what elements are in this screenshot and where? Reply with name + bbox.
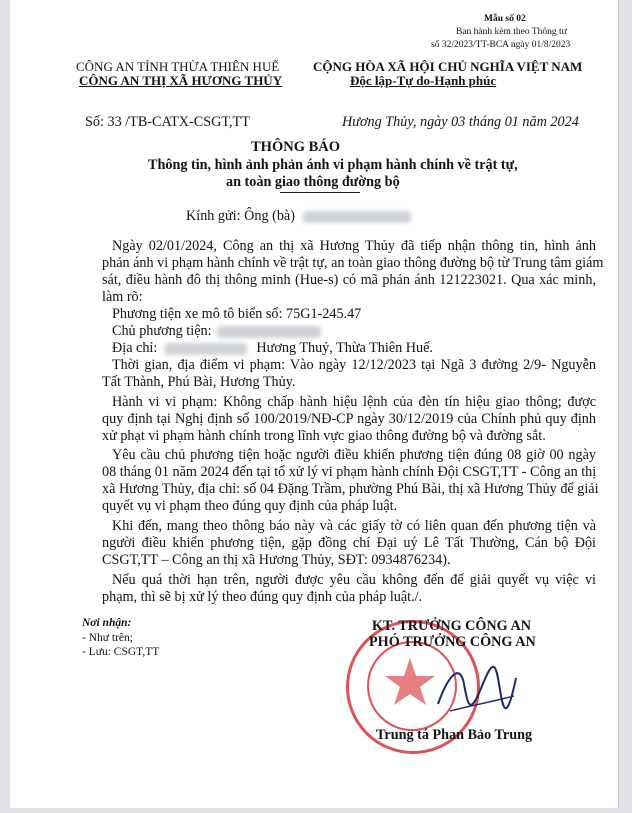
redacted-owner xyxy=(217,326,321,338)
body-line: người điều khiển phương tiện, gặp đồng chí Đại uý Lê Tất Thường, Cán bộ Đội xyxy=(102,535,596,551)
body-line: xử phạt vi phạm hành chính trong lĩnh vực giao thông đường bộ và đường sắt. xyxy=(102,428,546,444)
owner-label: Chủ phương tiện: xyxy=(112,323,212,339)
signature-title-1: KT. TRƯỞNG CÔNG AN xyxy=(372,618,531,634)
notice-subtitle-1: Thông tin, hình ảnh phản ánh vi phạm hành chính về trật tự, xyxy=(148,157,518,173)
body-line: quyết vụ vi phạm theo đúng quy định của pháp luật. xyxy=(102,498,398,514)
addressee xyxy=(186,208,411,225)
body-line: xã Hương Thủy, địa chỉ: số 04 Đặng Trầm, phường Phú Bài, thị xã Hương Thủy để giải xyxy=(102,481,599,497)
body-line: sát, điều hành đô thị thông minh (Hue-s) có mã phản ánh 121223021. Qua xác minh, xyxy=(102,272,596,288)
agency-top: CÔNG AN TỈNH THỪA THIÊN HUẾ xyxy=(76,59,280,74)
body-line: Hành vi vi phạm: Không chấp hành hiệu lệnh của đèn tín hiệu giao thông; được xyxy=(112,394,596,410)
body-line: Yêu cầu chủ phương tiện hoặc người điều khiển phương tiện đúng 08 giờ 00 ngày xyxy=(112,447,596,463)
form-number: Mẫu số 02 xyxy=(484,14,526,24)
body-line: CSGT,TT – Công an thị xã Hương Thủy, SĐT: 0934876234). xyxy=(102,552,451,568)
address-label: Địa chỉ: xyxy=(112,340,158,356)
handwritten-signature xyxy=(430,656,520,726)
address-tail: Hương Thuỷ, Thừa Thiên Huế. xyxy=(256,340,433,356)
republic-title: CỘNG HÒA XÃ HỘI CHỦ NGHĨA VIỆT NAM xyxy=(313,59,583,74)
recipients-title: Nơi nhận: xyxy=(82,617,132,629)
motto: Độc lập-Tự do-Hạnh phúc xyxy=(350,73,497,88)
signature-title-2: PHÓ TRƯỞNG CÔNG AN xyxy=(369,634,536,650)
form-issued: Ban hành kèm theo Thông tư xyxy=(456,27,567,37)
body-line: Tất Thành, Phú Bài, Hương Thủy. xyxy=(102,374,296,390)
body-line: quy định tại Nghị định số 100/2019/NĐ-CP ngày 30/12/2019 của Chính phủ quy định xyxy=(102,411,596,427)
redacted-address xyxy=(165,343,247,355)
body-line: phạm, thì sẽ bị xử lý theo đúng quy định của pháp luật./. xyxy=(102,589,423,605)
body-line: 08 tháng 01 năm 2024 đến tại tổ xử lý vi phạm hành chính Đội CSGT,TT - Công an thị xyxy=(102,464,597,480)
redacted-name xyxy=(303,211,411,223)
addressee-label: Kính gửi: Ông (bà) xyxy=(186,208,295,224)
body-line: làm rõ: xyxy=(102,289,143,305)
notice-title: THÔNG BÁO xyxy=(251,139,341,155)
body-line: Khi đến, mang theo thông báo này và các giấy tờ có liên quan đến phương tiện và xyxy=(112,518,596,534)
body-line: Thời gian, địa điểm vi phạm: Vào ngày 12/12/2023 tại Ngã 3 đường 2/9- Nguyễn xyxy=(112,357,596,373)
form-circular: số 32/2023/TT-BCA ngày 01/8/2023 xyxy=(431,40,571,50)
document-page xyxy=(10,0,619,808)
body-line: Nếu quá thời hạn trên, người được yêu cầu không đến để giải quyết vụ việc vi xyxy=(112,572,596,588)
place-date: Hương Thủy, ngày 03 tháng 01 năm 2024 xyxy=(342,114,579,130)
document-number: Số: 33 /TB-CATX-CSGT,TT xyxy=(85,114,250,130)
vehicle-owner xyxy=(112,323,596,340)
signer-name: Trung tá Phan Bảo Trung xyxy=(376,727,533,743)
notice-subtitle-2: an toàn giao thông đường bộ xyxy=(226,174,400,190)
title-underline xyxy=(280,192,360,193)
body-line: Ngày 02/01/2024, Công an thị xã Hương Thủy đã tiếp nhận thông tin, hình ảnh xyxy=(112,238,596,254)
owner-address xyxy=(112,340,596,357)
agency-name: CÔNG AN THỊ XÃ HƯƠNG THỦY xyxy=(79,73,283,88)
recipient-item: - Như trên; xyxy=(82,632,133,644)
vehicle-plate: Phương tiện xe mô tô biển số: 75G1-245.47 xyxy=(112,306,362,322)
recipient-item: - Lưu: CSGT,TT xyxy=(82,646,160,658)
body-line: phản ánh vi phạm hành chính về trật tự, an toàn giao thông đường bộ từ Trung tâm giám xyxy=(102,255,604,271)
